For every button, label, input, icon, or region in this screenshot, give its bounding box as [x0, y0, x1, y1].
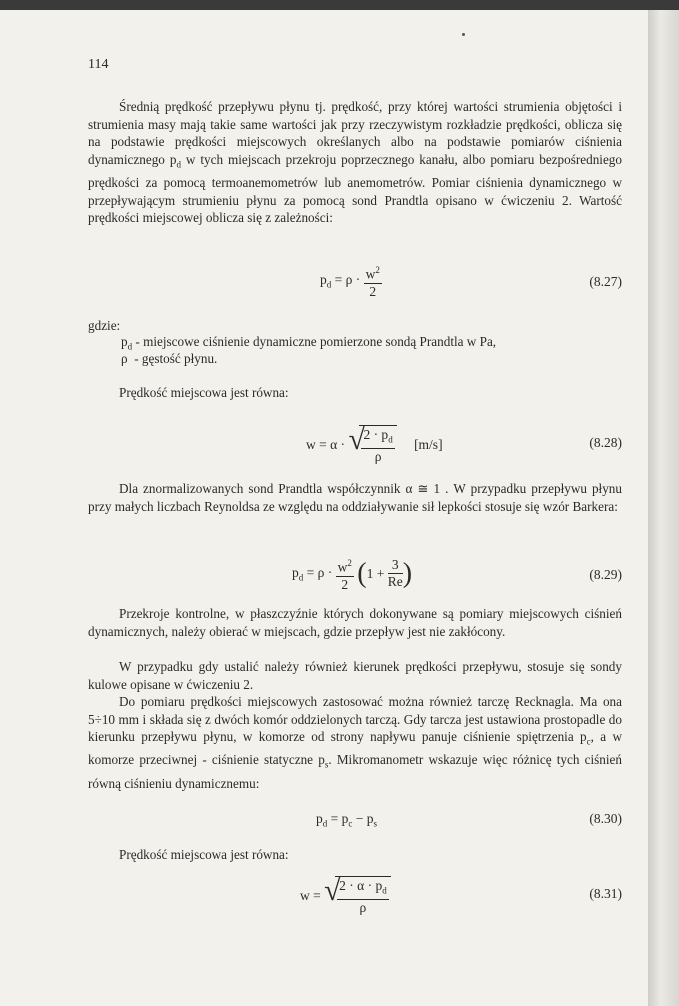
page-gutter	[648, 10, 679, 1006]
where-label: gdzie:	[88, 318, 121, 333]
equation-8-27	[88, 265, 622, 299]
paragraph-local-velocity-2: Prędkość miejscowa jest równa:	[119, 847, 289, 862]
formula-dynamic-pressure: $p_d = \rho$ · $\frac{w^2}{2}$	[320, 262, 382, 300]
paragraph-control-sections: Przekroje kontrolne, w płaszczyźnie których dokonywane są pomiary miejscowych ciśnień dynamicznych, należy obierać w miejscach, gdzie przepływ jest nie zakłócony.	[88, 606, 622, 639]
equation-number: (8.28)	[589, 435, 622, 450]
definition-pd: $p_d$ - miejscowe ciśnienie dynamiczne pomierzone sondą Prandtla w Pa,	[121, 334, 497, 352]
paragraph-intro: Średnią prędkość przepływu płynu tj. prędkość, przy której wartości strumienia objętości i strumienia masy mają takie same wartości jak przy rzeczywistym rozkładzie prędkości, oblicza się na podstawie prędkości miejscowych określanych albo na podstawie pomiarów ciśnienia dynamicznego $p_d$ w tych miejscach przekroju poprzecznego kanału, albo pomiaru bezpośredniego prędkości za pomocą termoanemometrów lub anemometrów. Pomiar ciśnienia dynamicznego w przepływającym strumieniu płynu za pomocą sond Prandtla opisano w ćwiczeniu 2. Wartość prędkości miejscowej oblicza się z zależności:	[88, 99, 622, 226]
equation-8-30	[88, 808, 622, 838]
equation-number: (8.27)	[589, 274, 622, 289]
paragraph-barker: Dla znormalizowanych sond Prandtla współczynnik α ≅ 1 . W przypadku przepływu płynu przy małych liczbach Reynoldsa ze względu na oddziaływanie sił lepkości stosuje się wzór Barkera:	[88, 481, 622, 514]
print-speck	[462, 33, 465, 36]
formula-local-velocity-2: w = √ $\frac{2 \cdot \alpha \cdot p_d}{\rho}$	[300, 876, 391, 916]
page-number: 114	[88, 57, 109, 72]
formula-pressure-difference: $p_d = p_c - p_s$	[316, 811, 378, 829]
paragraph-direction: W przypadku gdy ustalić należy również kierunek prędkości przepływu, stosuje się sondy kulowe opisane w ćwiczeniu 2.	[88, 659, 622, 692]
paragraph-recknagel: Do pomiaru prędkości miejscowych zastosować można również tarczę Recknagla. Ma ona 5÷10 mm i składa się z dwóch komór oddzielonych tarczą. Gdy tarcza jest ustawiona prostopadle do kierunku przepływu płynu, w komorze od strony napływu panuje ciśnienie spiętrzenia $p_c$, a w komorze przeciwnej - ciśnienie statyczne $p_s$. Mikromanometr wskazuje więc różnicę tych ciśnień równą ciśnieniu dynamicznemu:	[88, 694, 622, 791]
equation-8-28	[88, 425, 622, 465]
formula-barker: $p_d = \rho$ · $\frac{w^2}{2}$ (1 + $\frac{3}{Re}$ )	[292, 555, 412, 593]
equation-8-31	[88, 876, 622, 922]
formula-local-velocity: w = α · √ $\frac{2 \cdot p_d}{\rho}$ [m/s]	[306, 423, 443, 464]
paragraph-local-velocity: Prędkość miejscowa jest równa:	[119, 385, 289, 400]
equation-number: (8.30)	[589, 811, 622, 826]
equation-number: (8.29)	[589, 567, 622, 582]
equation-8-29	[88, 555, 622, 597]
equation-number: (8.31)	[589, 886, 622, 901]
definition-rho: ρ - gęstość płynu.	[121, 351, 218, 366]
